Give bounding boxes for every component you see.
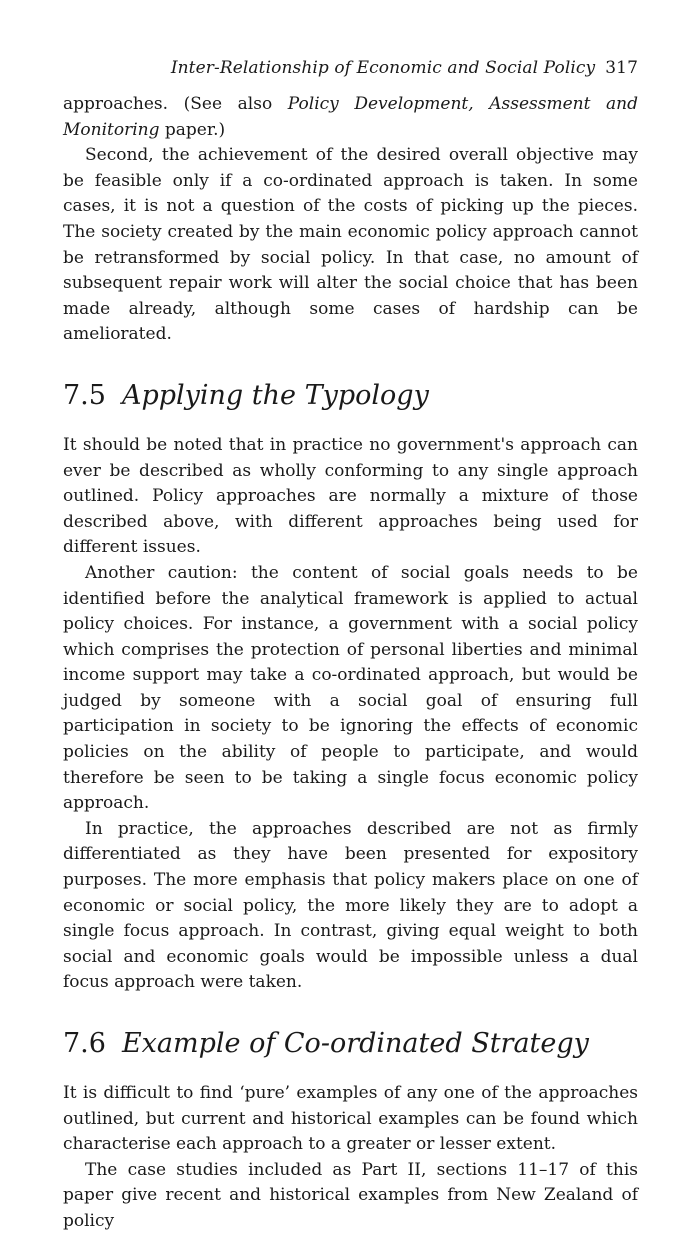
section-number: 7.5: [63, 379, 106, 411]
paragraph-continued: [63, 92, 638, 143]
paragraph: Second, the achievement of the desired overall objective may be feasible only if a co-ordinated approach is taken. In some cases, it is not a question of the costs of picking up the pieces. The society created by the main economic policy approach cannot be retransformed by social policy. In that case, no amount of subsequent repair work will alter the social choice that has been made already, although some cases of hardship can be ameliorated.: [63, 145, 638, 345]
paragraph-text: approaches. (See also: [63, 94, 288, 114]
paragraph: In practice, the approaches described are not as firmly differentiated as they have been presented for expository purposes. The more emphasis that policy makers place on one of economic or social policy, the more likely they are to adopt a single focus approach. In contrast, giving equal weight to both social and economic goals would be impossible unless a dual focus approach were taken.: [63, 818, 638, 993]
paper-title-reference: Policy Development, Assessment and Monitoring: [63, 94, 638, 140]
section-title: Example of Co-ordinated Strategy: [121, 1028, 589, 1059]
running-header: [63, 58, 638, 78]
section-title: Applying the Typology: [121, 379, 429, 411]
page-number: 317: [605, 58, 638, 78]
section-heading-7-6: [63, 1027, 638, 1061]
paragraph: It should be noted that in practice no government's approach can ever be described as wholly conforming to any single approach outlined. Policy approaches are normally a mixture of those described above, with different approaches being used for different issues.: [63, 434, 638, 558]
running-title: Inter-Relationship of Economic and Social Policy: [170, 58, 596, 78]
paragraph-text: paper.): [159, 119, 226, 140]
paragraph: The case studies included as Part II, sections 11–17 of this paper give recent and historical examples from New Zealand of policy: [63, 1159, 638, 1231]
paragraph: It is difficult to find ‘pure’ examples of any one of the approaches outlined, but current and historical examples can be found which characterise each approach to a greater or lesser extent.: [63, 1083, 638, 1155]
section-heading-7-5: [63, 379, 638, 413]
section-number: 7.6: [63, 1028, 106, 1059]
paragraph: Another caution: the content of social goals needs to be identified before the analytical framework is applied to actual policy choices. For instance, a government with a social policy which comprises the protection of personal liberties and minimal income support may take a co-ordinated approach, but would be judged by someone with a social goal of ensuring full participation in society to be ignoring the effects of economic policies on the ability of people to participate, and would therefore be seen to be taking a single focus economic policy approach.: [63, 562, 638, 814]
